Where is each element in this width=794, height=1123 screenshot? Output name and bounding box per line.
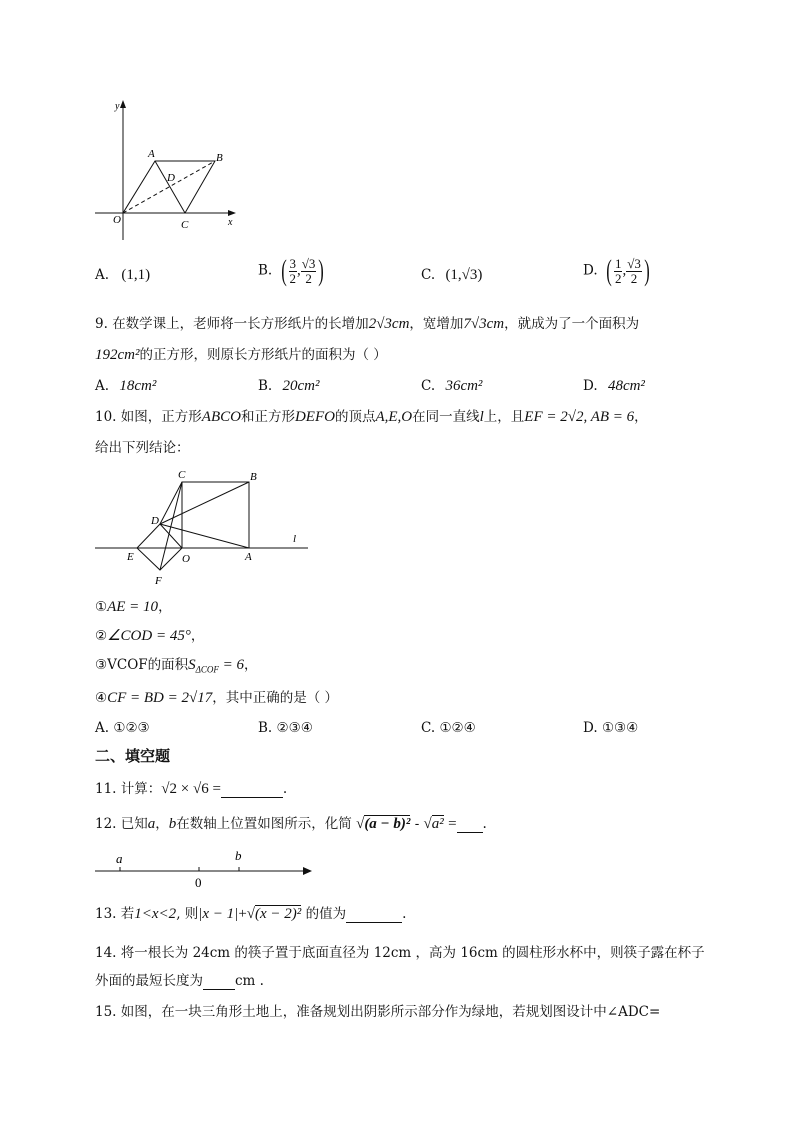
q10-figure — [90, 462, 320, 592]
q10-conclusion-3: ③VCOF的面积$S_{\Delta COF} = 6$， — [95, 657, 258, 675]
q14-line1: 14. 将一根长为 24cm 的筷子置于底面直径为 12cm ，高为 16cm 的圆柱形水杯中，则筷子露在杯子 — [95, 945, 705, 961]
q9-line2: 192cm²的正方形，则原长方形纸片的面积为（ ） — [95, 347, 387, 363]
q13: 13. 若1<x<2, 则|x − 1|+√(x − 2)² 的值为 . — [95, 906, 407, 922]
point-C: C — [178, 469, 186, 481]
q10-conclusion-1: ①AE = 10， — [95, 599, 172, 615]
q10-conclusion-4: ④CF = BD = 2√17，其中正确的是（ ） — [95, 690, 339, 706]
q10-option-c[interactable]: C. ①②④ — [421, 720, 476, 736]
point-A: A — [148, 148, 155, 160]
q9-option-c[interactable]: C. 36cm² — [421, 378, 483, 394]
x-axis-label: x — [228, 217, 233, 228]
q8-option-b[interactable]: B. ( $\frac{3}{2}$ , $\frac{√3}{2}$ ) — [258, 254, 325, 287]
point-O: O — [113, 214, 121, 226]
point-D: D — [167, 172, 175, 184]
q13-answer-blank[interactable] — [346, 909, 402, 923]
q14-line2: 外面的最短长度为 cm . — [95, 973, 264, 989]
point-D: D — [151, 515, 159, 527]
q11: 11. 计算：√2 × √6 = . — [95, 781, 288, 797]
q9-option-a[interactable]: A. 18cm² — [95, 378, 157, 394]
axis-label-0: 0 — [195, 875, 202, 890]
point-A: A — [245, 551, 252, 563]
point-F: F — [155, 575, 162, 587]
q8-option-a[interactable]: A. (1,1) — [95, 267, 151, 283]
q10-option-b[interactable]: B. ②③④ — [258, 720, 313, 736]
point-B: B — [250, 471, 257, 483]
q10-option-d[interactable]: D. ①③④ — [583, 720, 639, 736]
q12-answer-blank[interactable] — [457, 819, 483, 833]
point-E: E — [127, 551, 134, 563]
q15: 15. 如图，在一块三角形土地上，准备规划出阴影所示部分作为绿地，若规划图设计中∠ADC= — [95, 1004, 661, 1020]
q8-option-d[interactable]: D. ( $\frac{1}{2}$ , $\frac{√3}{2}$ ) — [583, 254, 650, 287]
q8-figure — [90, 95, 250, 245]
axis-label-b: b — [235, 848, 242, 863]
q10-line2: 给出下列结论： — [95, 440, 190, 456]
section-heading: 二、填空题 — [95, 747, 171, 765]
y-axis-label: y — [115, 101, 120, 112]
q14-answer-blank[interactable] — [203, 976, 235, 990]
q10-line1: 10. 如图，正方形ABCO和正方形DEFO的顶点A,E,O在同一直线l上，且EF = 2√2, AB = 6， — [95, 409, 648, 425]
q11-answer-blank[interactable] — [221, 784, 283, 798]
point-C: C — [181, 219, 189, 231]
q9-option-b[interactable]: B. 20cm² — [258, 378, 320, 394]
point-O: O — [182, 553, 190, 565]
q12: 12. 已知a，b在数轴上位置如图所示，化简 √(a − b)² - √a² = . — [95, 816, 487, 832]
q9-line1: 9. 在数学课上，老师将一长方形纸片的长增加2√3cm，宽增加7√3cm，就成为了一个面积为 — [95, 316, 640, 332]
q8-option-c[interactable]: C. (1,√3) — [421, 267, 483, 283]
q12-number-line — [90, 845, 320, 890]
line-l: l — [293, 533, 297, 545]
axis-label-a: a — [116, 851, 123, 866]
q10-option-a[interactable]: A. ①②③ — [95, 720, 150, 736]
q9-option-d[interactable]: D. 48cm² — [583, 378, 645, 394]
q10-conclusion-2: ②∠COD = 45°， — [95, 628, 205, 644]
point-B: B — [216, 152, 223, 164]
